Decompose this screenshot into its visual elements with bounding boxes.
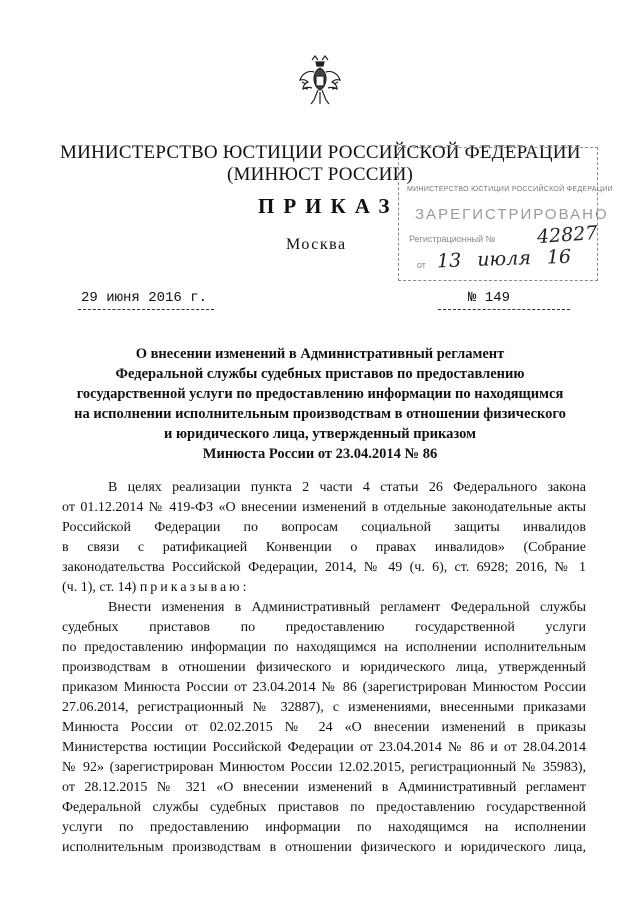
stamp-regnum-label: Регистрационный № <box>409 234 496 244</box>
title-line: Минюста России от 23.04.2014 № 86 <box>202 446 438 462</box>
order-date: 29 июня 2016 г. <box>81 290 208 306</box>
body-line: от 01.12.2014 № 419-ФЗ «О внесении изменений в отдельные законодательные акты <box>62 500 586 515</box>
body-line: в связи с ратификацией Конвенции о правах инвалидов» (Собрание <box>62 540 586 555</box>
ministry-short-name: (МИНЮСТ РОССИИ) <box>226 164 414 185</box>
body-line: судебных приставов по предоставлению государственной услуги <box>62 620 586 635</box>
coat-of-arms-emblem <box>296 54 344 110</box>
body-line: по предоставлению информации по находящимся на исполнении исполнительным <box>62 640 586 655</box>
body-line: В целях реализации пункта 2 части 4 статьи 26 Федерального закона <box>108 480 586 495</box>
order-verb: приказываю: <box>139 580 250 595</box>
body-line: приказом Минюста России от 23.04.2014 № 86 (зарегистрирован Минюстом России <box>62 680 586 695</box>
registration-stamp <box>398 147 613 281</box>
body-text: (ч. 1), ст. 14) <box>62 580 137 595</box>
body-line: Внести изменения в Административный регламент Федеральной службы <box>108 600 586 615</box>
body-line: Министерства юстиции Российской Федерации от 23.04.2014 № 86 и от 28.04.2014 <box>62 740 586 755</box>
body-line: от 28.12.2015 № 321 «О внесении изменений в Административный регламент <box>62 780 586 795</box>
order-date-underline <box>78 309 214 310</box>
body-line: производствам в отношении физического и юридического лица, утвержденный <box>62 660 586 675</box>
stamp-registration-date: 13 июля 16 <box>436 245 572 273</box>
body-line: Федеральной службы судебных приставов по предоставлению государственной <box>62 800 586 815</box>
ministry-name: МИНИСТЕРСТВО ЮСТИЦИИ РОССИЙСКОЙ ФЕДЕРАЦИИ <box>60 142 581 163</box>
title-line: О внесении изменений в Административный регламент <box>135 346 505 362</box>
document-type: ПРИКАЗ <box>258 194 399 218</box>
order-number: № 149 <box>468 290 511 306</box>
stamp-registered-label: ЗАРЕГИСТРИРОВАНО <box>415 206 609 223</box>
order-number-underline <box>438 309 570 310</box>
stamp-header: МИНИСТЕРСТВО ЮСТИЦИИ РОССИЙСКОЙ ФЕДЕРАЦИИ <box>407 186 613 193</box>
body-line: Российской Федерации по вопросам социальной защиты инвалидов <box>62 520 586 535</box>
title-line: Федеральной службы судебных приставов по предоставлению <box>115 366 525 382</box>
title-line: государственной услуги по предоставлению информации по находящимся <box>76 386 564 402</box>
title-line: и юридического лица, утвержденный приказом <box>164 426 476 442</box>
document-city: Москва <box>286 236 347 253</box>
body-line <box>62 580 586 596</box>
body-line: исполнительным производствам в отношении физического и юридического лица, <box>62 840 586 855</box>
stamp-date-prefix: от <box>417 260 426 270</box>
stamp-registration-number: 42827 <box>536 221 599 249</box>
body-line: 27.06.2014, регистрационный № 32887), с изменениями, внесенными приказами <box>62 700 586 715</box>
body-line: законодательства Российской Федерации, 2014, № 49 (ч. 6), ст. 6928; 2016, № 1 <box>62 560 586 575</box>
body-line: услуги по предоставлению информации по находящимся на исполнении <box>62 820 586 835</box>
title-line: на исполнении исполнительным производствам в отношении физического <box>74 406 566 422</box>
body-line: Минюста России от 02.02.2015 № 24 «О внесении изменений в приказы <box>62 720 586 735</box>
body-line: № 92» (зарегистрирован Минюстом России 12.02.2015, регистрационный № 35983), <box>62 760 586 775</box>
